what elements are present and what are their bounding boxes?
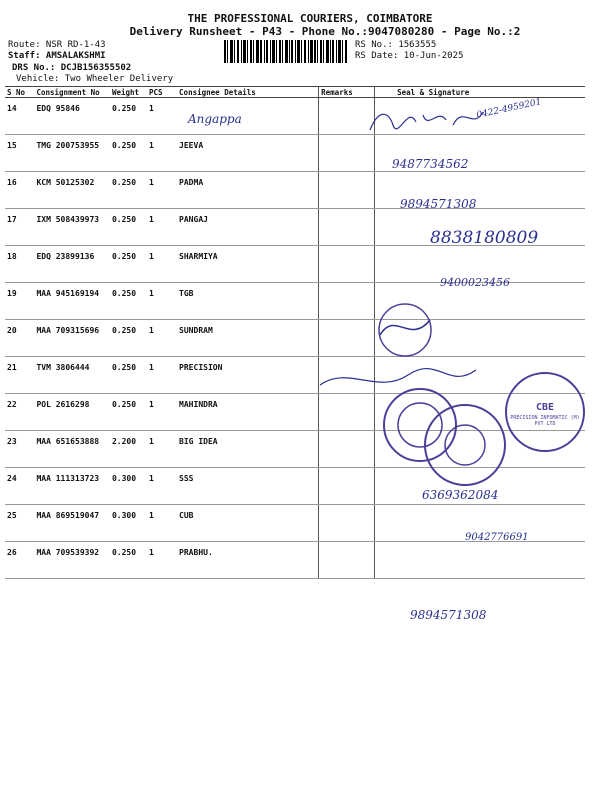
cell-consignee: PRECISION xyxy=(177,357,319,394)
table-row xyxy=(5,505,585,542)
col-consignment: Consignment No xyxy=(34,87,110,98)
cell-sno: 22 xyxy=(5,394,34,431)
table-row xyxy=(5,320,585,357)
rs-date: RS Date: 10-Jun-2025 xyxy=(355,51,464,61)
cell-remarks xyxy=(319,505,375,542)
cell-sno: 26 xyxy=(5,542,34,579)
cell-weight: 2.200 xyxy=(110,431,147,468)
cell-remarks xyxy=(319,135,375,172)
cell-weight: 0.250 xyxy=(110,357,147,394)
cell-consignee: PANGAJ xyxy=(177,209,319,246)
cell-consignment: POL 2616298 xyxy=(34,394,110,431)
cell-signature xyxy=(375,172,585,209)
table-row xyxy=(5,246,585,283)
cell-consignee: PADMA xyxy=(177,172,319,209)
cell-weight: 0.250 xyxy=(110,246,147,283)
handwritten-phone: 9042776691 xyxy=(465,532,529,543)
cell-remarks xyxy=(319,394,375,431)
table-row xyxy=(5,209,585,246)
cell-signature xyxy=(375,505,585,542)
cell-weight: 0.300 xyxy=(110,468,147,505)
cell-sno: 24 xyxy=(5,468,34,505)
handwritten-phone: 9894571308 xyxy=(400,197,477,211)
cell-pcs: 1 xyxy=(147,209,177,246)
cell-sno: 15 xyxy=(5,135,34,172)
cell-remarks xyxy=(319,246,375,283)
cell-signature xyxy=(375,209,585,246)
cell-weight: 0.250 xyxy=(110,135,147,172)
cell-sno: 17 xyxy=(5,209,34,246)
cell-consignee: BIG IDEA xyxy=(177,431,319,468)
cell-consignment: MAA 709315696 xyxy=(34,320,110,357)
barcode xyxy=(224,40,348,63)
cell-consignee: SHARMIYA xyxy=(177,246,319,283)
cell-remarks xyxy=(319,283,375,320)
cell-remarks xyxy=(319,468,375,505)
cell-pcs: 1 xyxy=(147,357,177,394)
cell-pcs: 1 xyxy=(147,98,177,135)
cell-remarks xyxy=(319,357,375,394)
cell-consignment: TVM 3806444 xyxy=(34,357,110,394)
cell-weight: 0.300 xyxy=(110,505,147,542)
runsheet-table xyxy=(5,86,585,579)
cell-consignee: SSS xyxy=(177,468,319,505)
handwritten-phone: 9487734562 xyxy=(392,157,469,171)
cell-sno: 14 xyxy=(5,98,34,135)
runsheet-title: Delivery Runsheet - P43 - Phone No.:9047080280 - Page No.:2 xyxy=(129,25,521,38)
vehicle-label: Vehicle: Two Wheeler Delivery xyxy=(16,74,174,84)
cell-pcs: 1 xyxy=(147,468,177,505)
cell-consignment: MAA 709539392 xyxy=(34,542,110,579)
col-pcs: PCS xyxy=(147,87,177,98)
handwritten-phone: 8838180809 xyxy=(430,228,539,248)
cell-remarks xyxy=(319,172,375,209)
cell-signature xyxy=(375,320,585,357)
cell-sno: 18 xyxy=(5,246,34,283)
col-remarks: Remarks xyxy=(319,87,375,98)
cell-weight: 0.250 xyxy=(110,320,147,357)
cell-pcs: 1 xyxy=(147,394,177,431)
cell-weight: 0.250 xyxy=(110,394,147,431)
cell-consignment: IXM 508439973 xyxy=(34,209,110,246)
table-row xyxy=(5,542,585,579)
staff-label: Staff: AMSALAKSHMI xyxy=(8,51,106,61)
cell-pcs: 1 xyxy=(147,431,177,468)
cell-remarks xyxy=(319,431,375,468)
cell-consignment: MAA 869519047 xyxy=(34,505,110,542)
col-consignee: Consignee Details xyxy=(177,87,319,98)
table-row xyxy=(5,357,585,394)
cell-sno: 16 xyxy=(5,172,34,209)
cell-pcs: 1 xyxy=(147,172,177,209)
col-sno: S No xyxy=(5,87,34,98)
cell-pcs: 1 xyxy=(147,320,177,357)
table-row xyxy=(5,135,585,172)
stamp-label: CBE xyxy=(535,402,555,413)
route-label: Route: NSR RD-1-43 xyxy=(8,40,106,50)
cell-remarks xyxy=(319,98,375,135)
handwritten-phone: 0422-4959201 xyxy=(475,97,543,121)
cell-pcs: 1 xyxy=(147,135,177,172)
cell-signature xyxy=(375,135,585,172)
cell-consignee: MAHINDRA xyxy=(177,394,319,431)
stamp-company: PRECISION INFOMATIC (M) PVT LTD xyxy=(510,415,580,427)
cell-sno: 21 xyxy=(5,357,34,394)
precision-stamp xyxy=(505,372,585,452)
table-row xyxy=(5,172,585,209)
cell-sno: 23 xyxy=(5,431,34,468)
rs-number: RS No.: 1563555 xyxy=(355,40,437,50)
table-header xyxy=(5,87,585,98)
cell-remarks xyxy=(319,209,375,246)
cell-pcs: 1 xyxy=(147,542,177,579)
col-signature: Seal & Signature xyxy=(375,87,585,98)
handwritten-phone: 9400023456 xyxy=(440,276,510,289)
company-title: THE PROFESSIONAL COURIERS, COIMBATORE xyxy=(187,12,433,25)
cell-remarks xyxy=(319,320,375,357)
table-row xyxy=(5,283,585,320)
cell-consignee: SUNDRAM xyxy=(177,320,319,357)
table-row xyxy=(5,98,585,135)
cell-consignment: MAA 651653888 xyxy=(34,431,110,468)
cell-sno: 20 xyxy=(5,320,34,357)
cell-weight: 0.250 xyxy=(110,209,147,246)
cell-remarks xyxy=(319,542,375,579)
cell-pcs: 1 xyxy=(147,283,177,320)
cell-consignment: MAA 945169194 xyxy=(34,283,110,320)
cell-sno: 19 xyxy=(5,283,34,320)
cell-signature xyxy=(375,246,585,283)
cell-weight: 0.250 xyxy=(110,283,147,320)
cell-consignee: TGB xyxy=(177,283,319,320)
cell-consignment: KCM 50125302 xyxy=(34,172,110,209)
cell-signature xyxy=(375,98,585,135)
cell-consignment: EDQ 95846 xyxy=(34,98,110,135)
cell-signature xyxy=(375,283,585,320)
cell-consignee: PRABHU. xyxy=(177,542,319,579)
cell-consignee xyxy=(177,98,319,135)
cell-consignment: EDQ 23899136 xyxy=(34,246,110,283)
cell-pcs: 1 xyxy=(147,246,177,283)
cell-pcs: 1 xyxy=(147,505,177,542)
cell-consignment: MAA 111313723 xyxy=(34,468,110,505)
cell-consignment: TMG 200753955 xyxy=(34,135,110,172)
col-weight: Weight xyxy=(110,87,147,98)
handwritten-phone: 9894571308 xyxy=(410,608,487,622)
cell-sno: 25 xyxy=(5,505,34,542)
cell-consignee: JEEVA xyxy=(177,135,319,172)
cell-weight: 0.250 xyxy=(110,172,147,209)
handwritten-consignee: Angappa xyxy=(188,112,242,126)
cell-consignee: CUB xyxy=(177,505,319,542)
mahindra-finance-stamp xyxy=(420,400,510,490)
cell-signature xyxy=(375,542,585,579)
cell-weight: 0.250 xyxy=(110,542,147,579)
cell-weight: 0.250 xyxy=(110,98,147,135)
drs-number: DRS No.: DCJB156355502 xyxy=(12,63,132,73)
handwritten-phone: 6369362084 xyxy=(422,488,499,502)
